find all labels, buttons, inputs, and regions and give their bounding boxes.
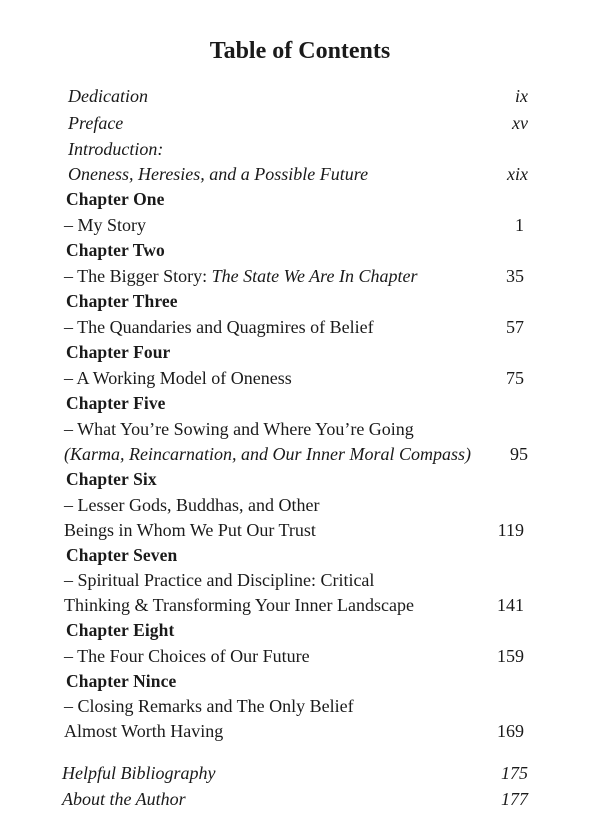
entry-title xyxy=(64,694,354,718)
entry-title xyxy=(64,719,223,743)
toc-entry xyxy=(0,694,600,718)
toc-entry xyxy=(0,442,600,466)
chapter-title xyxy=(66,391,166,415)
entry-text: (Karma, Reincarnation, and Our Inner Moral Compass) xyxy=(64,444,471,464)
toc-entry xyxy=(0,787,600,811)
page-number: ix xyxy=(515,86,528,106)
entry-text: – A Working Model of Oneness xyxy=(64,368,292,388)
chapter-heading xyxy=(0,391,600,415)
entry-title xyxy=(64,442,471,466)
entry-text: About the Author xyxy=(62,789,186,809)
toc-entry xyxy=(0,719,600,743)
chapter-title xyxy=(66,289,178,313)
entry-text: – My Story xyxy=(64,215,147,235)
chapter-title xyxy=(66,467,157,491)
page-number: 159 xyxy=(497,646,524,666)
chapter-heading xyxy=(0,340,600,364)
entry-title xyxy=(64,264,417,288)
entry-text: – Spiritual Practice and Discipline: Critical xyxy=(64,570,375,590)
page-title: Table of Contents xyxy=(209,38,391,64)
chapter-heading xyxy=(0,289,600,313)
entry-text: Thinking & Transforming Your Inner Landscape xyxy=(64,595,414,615)
toc-entry xyxy=(0,264,600,288)
page-number: xv xyxy=(512,113,528,133)
page-number: 57 xyxy=(506,317,524,337)
entry-text: Chapter Five xyxy=(66,393,166,413)
chapter-title xyxy=(66,340,170,364)
toc-entry xyxy=(0,593,600,617)
entry-title xyxy=(64,417,414,441)
entry-title xyxy=(64,366,292,390)
page-number: 35 xyxy=(506,266,524,286)
entry-title xyxy=(68,162,368,186)
entry-text: – The Bigger Story: xyxy=(64,266,212,286)
entry-title xyxy=(64,493,319,517)
entry-title xyxy=(64,213,146,237)
entry-text: Beings in Whom We Put Our Trust xyxy=(64,520,316,540)
entry-text: Dedication xyxy=(68,86,148,106)
toc-entry xyxy=(0,213,600,237)
entry-title xyxy=(64,518,316,542)
chapter-title xyxy=(66,187,165,211)
entry-title xyxy=(68,84,148,108)
chapter-heading xyxy=(0,467,600,491)
toc-entry xyxy=(0,162,600,186)
entry-text: Almost Worth Having xyxy=(64,721,224,741)
page-number: 75 xyxy=(506,368,524,388)
entry-title xyxy=(64,315,374,339)
entry-title xyxy=(62,787,186,811)
entry-text: Oneness, Heresies, and a Possible Future xyxy=(68,164,369,184)
toc-entry xyxy=(0,84,600,108)
chapter-heading xyxy=(0,669,600,693)
entry-text: Preface xyxy=(68,113,124,133)
chapter-title xyxy=(66,543,177,567)
toc-entry xyxy=(0,644,600,668)
entry-text: Helpful Bibliography xyxy=(62,763,216,783)
chapter-heading xyxy=(0,187,600,211)
toc-entry xyxy=(0,315,600,339)
page-number: 141 xyxy=(497,595,524,615)
page-number: 175 xyxy=(501,763,528,783)
toc-entry xyxy=(0,761,600,785)
toc-entry xyxy=(0,493,600,517)
entry-text: Chapter Two xyxy=(66,240,165,260)
entry-title xyxy=(68,111,123,135)
entry-title xyxy=(64,644,310,668)
page-number: 119 xyxy=(497,520,524,540)
chapter-heading xyxy=(0,238,600,262)
page-number: 95 xyxy=(510,444,528,464)
toc-entry xyxy=(0,366,600,390)
entry-text: Chapter Nince xyxy=(66,671,177,691)
toc-entry xyxy=(0,417,600,441)
chapter-heading xyxy=(0,543,600,567)
entry-text: Introduction: xyxy=(68,139,164,159)
entry-text: Chapter Three xyxy=(66,291,178,311)
entry-text: Chapter Four xyxy=(66,342,171,362)
entry-text: Chapter Eight xyxy=(66,620,175,640)
toc-entry xyxy=(0,568,600,592)
toc-entry xyxy=(0,137,600,161)
page-number: 1 xyxy=(515,215,524,235)
entry-text: – The Four Choices of Our Future xyxy=(64,646,310,666)
chapter-heading xyxy=(0,618,600,642)
page-number: 169 xyxy=(497,721,524,741)
chapter-title xyxy=(66,618,174,642)
entry-text: – Lesser Gods, Buddhas, and Other xyxy=(64,495,320,515)
entry-text: Chapter One xyxy=(66,189,165,209)
entry-title xyxy=(64,568,374,592)
entry-text: – What You’re Sowing and Where You’re Going xyxy=(64,419,414,439)
toc-entry xyxy=(0,111,600,135)
entry-text: – The Quandaries and Quagmires of Belief xyxy=(64,317,374,337)
entry-italic-text: The State We Are In Chapter xyxy=(211,266,418,286)
entry-title xyxy=(64,593,414,617)
entry-text: Chapter Six xyxy=(66,469,157,489)
entry-text: Chapter Seven xyxy=(66,545,178,565)
chapter-title xyxy=(66,238,165,262)
entry-title xyxy=(62,761,215,785)
page-number: 177 xyxy=(501,789,528,809)
chapter-title xyxy=(66,669,176,693)
entry-title xyxy=(68,137,163,161)
toc-entry xyxy=(0,518,600,542)
page-number: xix xyxy=(507,164,528,184)
entry-text: – Closing Remarks and The Only Belief xyxy=(64,696,354,716)
